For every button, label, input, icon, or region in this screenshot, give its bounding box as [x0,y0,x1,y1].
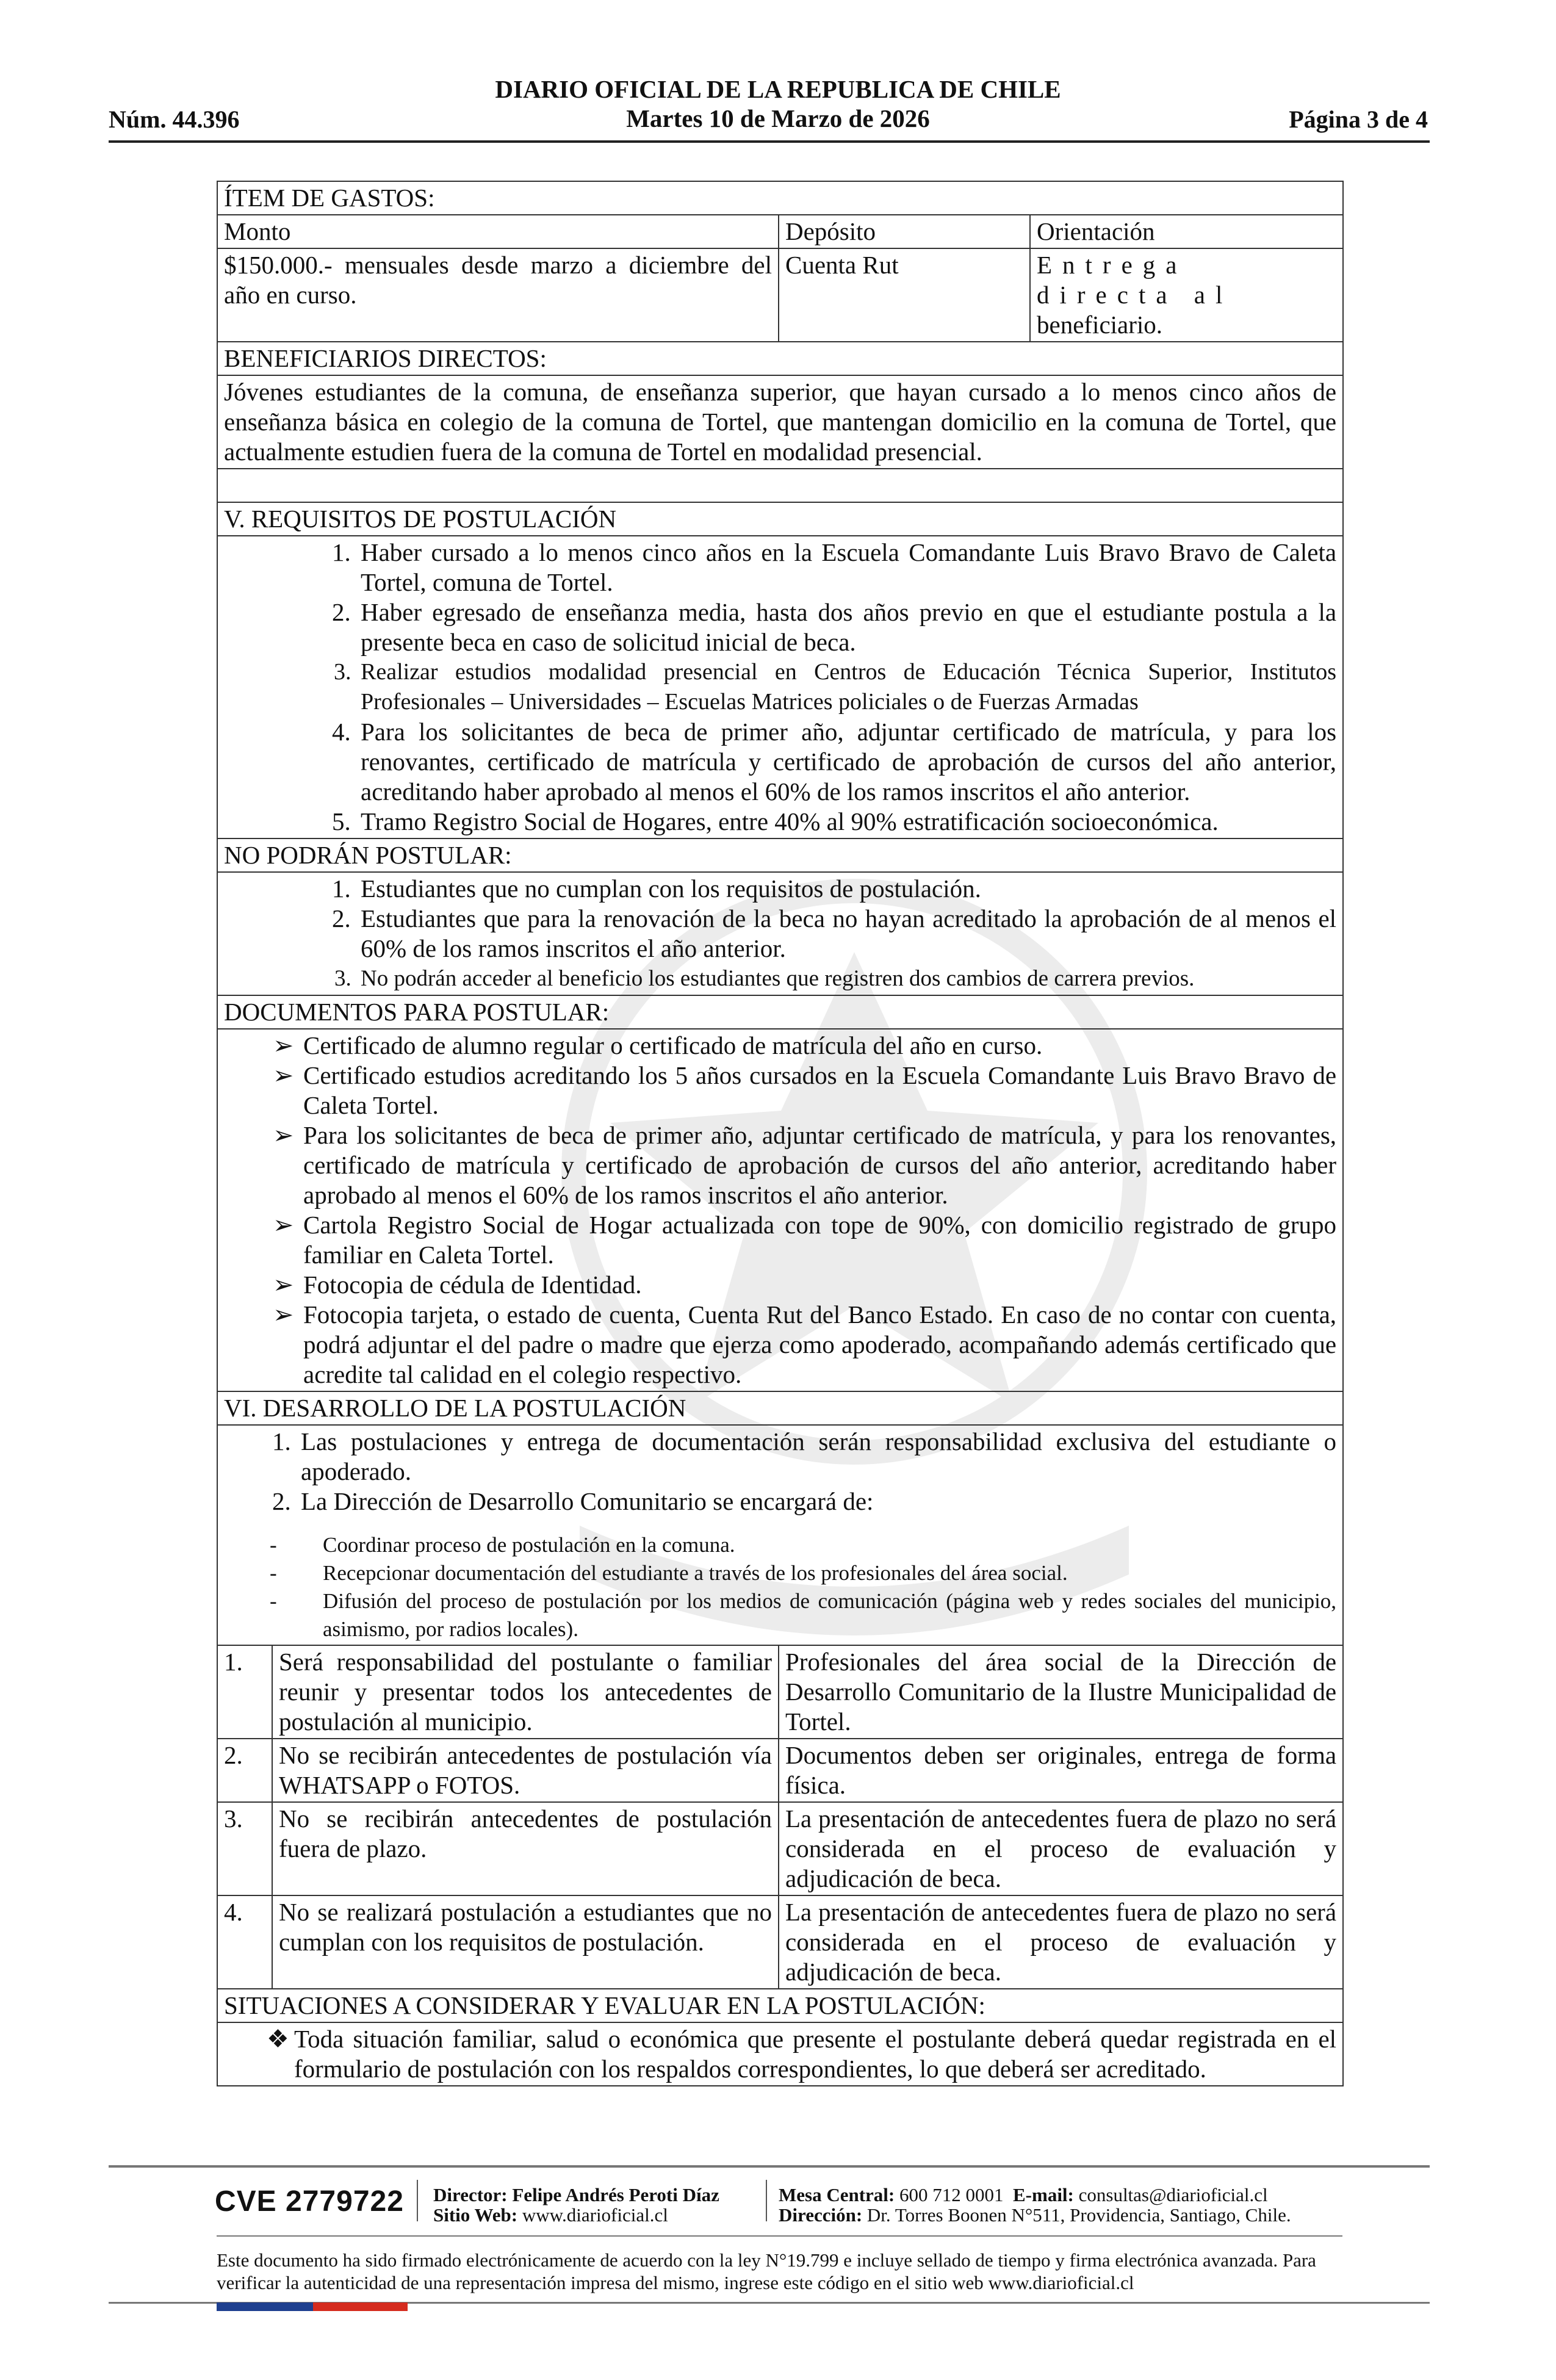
rule-row [217,1802,1343,1895]
col-monto-header: Monto [217,215,779,248]
desarrollo-item: 1. Las postulaciones y entrega de documentación serán responsabilidad exclusiva del estudiante o apoderado. [297,1427,1336,1487]
requisito-item: 2. Haber egresado de enseñanza media, hasta dos años previo en que el estudiante postula a la presente beca en caso de solicitud inicial de beca. [357,597,1336,657]
documentos-body [217,1029,1343,1391]
dideco-task-text: Difusión del proceso de postulación por los medios de comunicación (página web y redes sociales del municipio, asimismo, por radios locales). [323,1589,1337,1641]
website-link[interactable]: www.diarioficial.cl [522,2204,668,2226]
arrow-bullet-icon: ➢ [273,1061,294,1089]
no-podran-heading: NO PODRÁN POSTULAR: [217,838,1343,872]
item-gastos-heading: ÍTEM DE GASTOS: [217,181,1343,215]
orientacion-cell [1030,248,1343,342]
desarrollo-body [217,1425,1343,1645]
dideco-task [224,1587,1336,1643]
documento-item [224,1210,1336,1270]
situaciones-body [217,2022,1343,2086]
rule-number: 4. [217,1895,272,1989]
dash-bullet: - [270,1533,277,1557]
no-podran-item: 3. No podrán acceder al beneficio los estudiantes que registren dos cambios de carrera previos. [357,964,1336,993]
rule-note: La presentación de antecedentes fuera de plazo no será considerada en el proceso de evaluación y adjudicación de beca. [779,1802,1343,1895]
requisitos-heading: V. REQUISITOS DE POSTULACIÓN [217,502,1343,536]
email-link[interactable]: consultas@diarioficial.cl [1078,2184,1268,2205]
header-divider [109,140,1430,143]
arrow-bullet-icon: ➢ [273,1300,294,1329]
footer-separator [766,2180,767,2221]
dideco-task-text: Recepcionar documentación del estudiante a través de los profesionales del área social. [323,1561,1068,1585]
issue-date: Martes 10 de Marzo de 2026 [626,104,930,132]
dideco-tasks-list [224,1531,1336,1643]
requisito-item: 4. Para los solicitantes de beca de primer año, adjuntar certificado de matrícula, y para los renovantes, certificado de matrícula y certificado de aprobación de cursos del año anterior, acreditando haber aprobado al menos el 60% de los ramos inscritos el año anterior. [357,717,1336,807]
cve-code: CVE 2779722 [215,2185,404,2218]
situaciones-text: Toda situación familiar, salud o económica que presente el postulante deberá quedar registrada en el formulario de postulación con los respaldos correspondientes, lo que deberá ser acreditado. [294,2025,1337,2083]
situaciones-heading: SITUACIONES A CONSIDERAR Y EVALUAR EN LA POSTULACIÓN: [217,1989,1343,2022]
director-label: Director: [433,2184,508,2205]
desarrollo-heading: VI. DESARROLLO DE LA POSTULACIÓN [217,1391,1343,1425]
footer-separator [417,2180,418,2221]
documento-item [224,1270,1336,1300]
documento-text: Certificado de alumno regular o certificado de matrícula del año en curso. [303,1031,1043,1059]
documento-text: Fotocopia de cédula de Identidad. [303,1271,642,1299]
dash-bullet: - [270,1561,277,1585]
rule-row [217,1895,1343,1989]
dideco-task-text: Coordinar proceso de postulación en la comuna. [323,1533,735,1557]
rule-number: 3. [217,1802,272,1895]
requisitos-list [224,538,1336,837]
documentos-heading: DOCUMENTOS PARA POSTULAR: [217,995,1343,1029]
bases-table [217,181,1344,2086]
director-info [433,2185,719,2225]
page-indicator: Página 3 de 4 [1289,106,1428,133]
desarrollo-item: 2. La Dirección de Desarrollo Comunitario se encargará de: [297,1487,1336,1516]
flag-stripe-red [313,2302,408,2311]
email-label: E-mail: [1013,2184,1074,2205]
mesa-phone: 600 712 0001 [899,2184,1004,2205]
dideco-task [224,1559,1336,1587]
address-text: Dr. Torres Boonen N°511, Providencia, Santiago, Chile. [866,2204,1291,2226]
documento-item [224,1031,1336,1061]
documentos-list [224,1031,1336,1390]
orientacion-line1: Entrega directa al [1037,251,1233,309]
arrow-bullet-icon: ➢ [273,1211,294,1239]
requisito-item: 3. Realizar estudios modalidad presencial en Centros de Educación Técnica Superior, Institutos Profesionales – Universidades – Escuelas Matrices policiales o de Fuerzas Armadas [357,657,1336,717]
footer-divider [217,2235,1342,2237]
requisito-item: 5. Tramo Registro Social de Hogares, entre 40% al 90% estratificación socioeconómica. [357,807,1336,837]
rule-text: Será responsabilidad del postulante o familiar reunir y presentar todos los antecedentes de postulación al municipio. [272,1645,779,1739]
rule-text: No se recibirán antecedentes de postulación vía WHATSAPP o FOTOS. [272,1739,779,1802]
contact-info [779,2185,1291,2225]
monto-cell: $150.000.- mensuales desde marzo a diciembre del año en curso. [217,248,779,342]
rule-number: 2. [217,1739,272,1802]
documento-text: Cartola Registro Social de Hogar actualizada con tope de 90%, con domicilio registrado de grupo familiar en Caleta Tortel. [303,1211,1337,1269]
col-orientacion-header: Orientación [1030,215,1343,248]
deposito-cell: Cuenta Rut [779,248,1030,342]
rule-note: Profesionales del área social de la Dirección de Desarrollo Comunitario de la Ilustre Municipalidad de Tortel. [779,1645,1343,1739]
arrow-bullet-icon: ➢ [273,1271,294,1299]
spacer-row [217,469,1343,502]
dideco-task [224,1531,1336,1559]
director-name: Felipe Andrés Peroti Díaz [512,2184,719,2205]
rule-note: La presentación de antecedentes fuera de plazo no será considerada en el proceso de evaluación y adjudicación de beca. [779,1895,1343,1989]
no-podran-item: 1. Estudiantes que no cumplan con los requisitos de postulación. [357,874,1336,904]
bases-table-container [217,181,1342,2086]
rule-row [217,1645,1343,1739]
footer-divider [109,2165,1430,2168]
address-label: Dirección: [779,2204,863,2226]
arrow-bullet-icon: ➢ [273,1031,294,1059]
arrow-bullet-icon: ➢ [273,1121,294,1149]
beneficiarios-text: Jóvenes estudiantes de la comuna, de enseñanza superior, que hayan cursado a lo menos cinco años de enseñanza básica en colegio de la comuna de Tortel, que mantengan domicilio en la comuna de Tortel, que actualmente estudien fuera de la comuna de Tortel en modalidad presencial. [217,375,1343,469]
website-label: Sitio Web: [433,2204,518,2226]
rule-text: No se realizará postulación a estudiantes que no cumplan con los requisitos de postulación. [272,1895,779,1989]
gazette-title: DIARIO OFICIAL DE LA REPUBLICA DE CHILE [495,75,1061,103]
requisito-item: 1. Haber cursado a lo menos cinco años en la Escuela Comandante Luis Bravo Bravo de Caleta Tortel, comuna de Tortel. [357,538,1336,597]
documento-text: Para los solicitantes de beca de primer año, adjuntar certificado de matrícula, y para los renovantes, certificado de matrícula y certificado de aprobación de cursos del año anterior, acreditando haber aprobado al menos el 60% de los ramos inscritos el año anterior. [303,1121,1337,1209]
rule-note: Documentos deben ser originales, entrega de forma física. [779,1739,1343,1802]
orientacion-line2: beneficiario. [1037,311,1163,339]
no-podran-item: 2. Estudiantes que para la renovación de la beca no hayan acreditado la aprobación de al menos el 60% de los ramos inscritos el año anterior. [357,904,1336,964]
no-podran-list [224,874,1336,993]
issue-number: Núm. 44.396 [109,106,240,133]
rule-row [217,1739,1343,1802]
requisitos-body [217,536,1343,838]
diamond-bullet-icon: ❖ [267,2025,289,2053]
mesa-label: Mesa Central: [779,2184,895,2205]
documento-item [224,1300,1336,1390]
no-podran-body [217,872,1343,995]
electronic-signature-notice: Este documento ha sido firmado electrónicamente de acuerdo con la ley N°19.799 e incluye sellado de tiempo y firma electrónica avanzada. Para verificar la autenticidad de una representación impresa del mismo, ingrese este código en el sitio web www.diarioficial.cl [217,2249,1316,2293]
rule-number: 1. [217,1645,272,1739]
desarrollo-list [224,1427,1336,1516]
situaciones-item [224,2024,1336,2084]
rule-text: No se recibirán antecedentes de postulación fuera de plazo. [272,1802,779,1895]
beneficiarios-heading: BENEFICIARIOS DIRECTOS: [217,342,1343,375]
documento-text: Certificado estudios acreditando los 5 años cursados en la Escuela Comandante Luis Bravo Bravo de Caleta Tortel. [303,1061,1337,1119]
documento-item [224,1120,1336,1210]
flag-stripe-blue [217,2302,313,2311]
dash-bullet: - [270,1589,277,1613]
col-deposito-header: Depósito [779,215,1030,248]
documento-text: Fotocopia tarjeta, o estado de cuenta, Cuenta Rut del Banco Estado. En caso de no contar con cuenta, podrá adjuntar el del padre o madre que ejerza como apoderado, acompañando además certificado que acredite tal calidad en el colegio respectivo. [303,1300,1337,1388]
documento-item [224,1061,1336,1120]
